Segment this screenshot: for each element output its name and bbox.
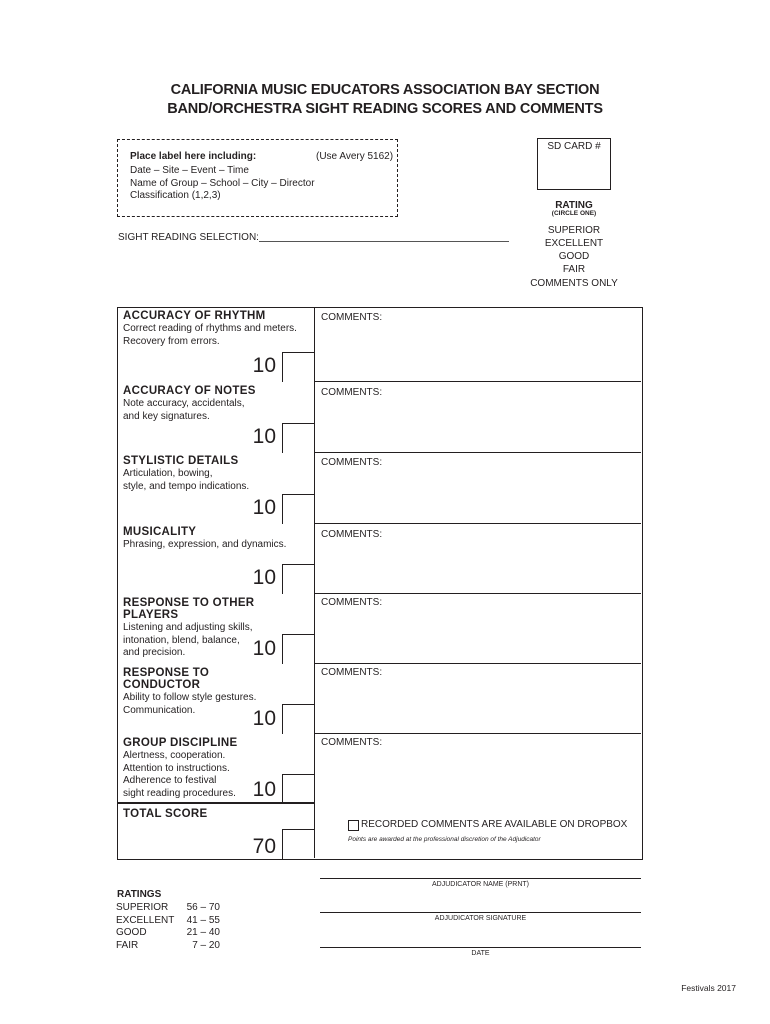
rating-name: FAIR: [116, 939, 139, 951]
category-desc-line: Communication.: [123, 704, 196, 716]
max-points: 10: [252, 637, 276, 660]
rating-name: SUPERIOR: [116, 902, 169, 913]
adjudicator-name-line[interactable]: [320, 878, 641, 879]
max-points: 10: [252, 354, 276, 377]
dropbox-checkbox[interactable]: [348, 820, 359, 831]
rating-option-good[interactable]: GOOD: [558, 251, 590, 262]
total-score-title: TOTAL SCORE: [123, 808, 208, 820]
comments-label: COMMENTS:: [321, 457, 383, 468]
max-points: 10: [252, 566, 276, 589]
ratings-legend-row: [116, 902, 220, 915]
rating-subtitle: (CIRCLE ONE): [551, 210, 597, 217]
category-title-musicality: MUSICALITY: [123, 526, 197, 538]
footer-text: Festivals 2017: [681, 983, 736, 993]
rating-range: 7 – 20: [192, 939, 220, 951]
category-title-notes: ACCURACY OF NOTES: [123, 385, 256, 397]
category-title-discipline: GROUP DISCIPLINE: [123, 737, 238, 749]
rating-option-comments-only[interactable]: COMMENTS ONLY: [530, 278, 618, 289]
adjudicator-signature-label: ADJUDICATOR SIGNATURE: [434, 915, 527, 922]
category-desc-line: style, and tempo indications.: [123, 480, 250, 492]
rating-option-fair[interactable]: FAIR: [562, 264, 586, 275]
category-title-response-conductor: RESPONSE TO CONDUCTOR: [123, 667, 210, 691]
category-desc-line: Ability to follow style gestures.: [123, 692, 257, 703]
score-box-response-players[interactable]: [282, 634, 315, 664]
ratings-legend: [116, 902, 220, 952]
date-line[interactable]: [320, 947, 641, 948]
max-points: 10: [252, 778, 276, 801]
category-desc-line: Correct reading of rhythms and meters.: [123, 323, 297, 334]
category-desc-line: Listening and adjusting skills,: [123, 622, 253, 633]
adjudicator-name-label: ADJUDICATOR NAME (PRNT): [432, 881, 529, 888]
form-title-line1: CALIFORNIA MUSIC EDUCATORS ASSOCIATION BAY SECTION: [170, 82, 600, 98]
score-box-response-conductor[interactable]: [282, 704, 315, 734]
max-points: 10: [252, 425, 276, 448]
category-desc-line: intonation, blend, balance,: [123, 634, 240, 646]
rating-range: 56 – 70: [186, 902, 220, 913]
category-title-stylistic: STYLISTIC DETAILS: [123, 455, 239, 467]
score-box-rhythm[interactable]: [282, 352, 315, 382]
category-desc-line: Articulation, bowing,: [123, 468, 213, 479]
rating-range: 21 – 40: [186, 927, 220, 938]
category-desc-line: Note accuracy, accidentals,: [123, 398, 245, 409]
score-box-stylistic[interactable]: [282, 494, 315, 524]
adjudicator-signature-line[interactable]: [320, 912, 641, 913]
comments-label: COMMENTS:: [321, 597, 383, 608]
comments-label: COMMENTS:: [321, 312, 383, 323]
category-desc-line: sight reading procedures.: [123, 787, 236, 799]
label-box-line-1: Date – Site – Event – Time: [130, 165, 249, 176]
category-desc-line: and key signatures.: [123, 410, 210, 422]
category-desc-line: Phrasing, expression, and dynamics.: [123, 539, 287, 550]
category-desc-line: Alertness, cooperation.: [123, 750, 226, 761]
rating-name: EXCELLENT: [116, 914, 175, 926]
row-divider: [314, 593, 641, 594]
row-divider: [314, 523, 641, 524]
rating-name: GOOD: [116, 927, 147, 938]
sd-card-label: SD CARD #: [547, 141, 601, 152]
ratings-legend-row: [116, 927, 220, 940]
label-box-line-3: Classification (1,2,3): [130, 190, 221, 201]
max-points: 10: [252, 707, 276, 730]
category-title-rhythm: ACCURACY OF RHYTHM: [123, 310, 266, 322]
ratings-legend-row: [116, 915, 220, 928]
category-desc-line: and precision.: [123, 647, 186, 658]
rating-option-superior[interactable]: SUPERIOR: [547, 225, 601, 236]
total-max-points: 70: [252, 835, 276, 858]
ratings-legend-row: [116, 940, 220, 953]
adjudicator-note: Points are awarded at the professional discretion of the Adjudicator: [348, 836, 541, 843]
row-divider: [314, 381, 641, 382]
form-title-line2: BAND/ORCHESTRA SIGHT READING SCORES AND COMMENTS: [167, 101, 603, 117]
label-box-line-2: Name of Group – School – City – Director: [130, 177, 315, 189]
rating-title: RATING: [555, 200, 593, 211]
comments-label: COMMENTS:: [321, 529, 383, 540]
sight-reading-label: SIGHT READING SELECTION:: [118, 232, 259, 243]
sight-reading-input-line[interactable]: [259, 241, 509, 242]
score-box-discipline[interactable]: [282, 774, 315, 803]
max-points: 10: [252, 496, 276, 519]
dropbox-label: RECORDED COMMENTS ARE AVAILABLE ON DROPBOX: [361, 819, 628, 830]
total-score-box[interactable]: [282, 829, 315, 859]
rating-range: 41 – 55: [186, 914, 220, 926]
date-label: DATE: [471, 950, 490, 957]
comments-label: COMMENTS:: [321, 387, 383, 398]
comments-label: COMMENTS:: [321, 667, 383, 678]
score-box-notes[interactable]: [282, 423, 315, 453]
row-divider: [314, 733, 641, 734]
row-divider: [314, 663, 641, 664]
category-desc-line: Adherence to festival: [123, 775, 217, 786]
ratings-legend-title: RATINGS: [117, 889, 162, 900]
avery-note: (Use Avery 5162): [316, 151, 394, 162]
label-box-heading: Place label here including:: [130, 151, 257, 162]
category-desc-line: Attention to instructions.: [123, 762, 230, 774]
comments-label: COMMENTS:: [321, 737, 383, 748]
row-divider: [314, 452, 641, 453]
category-desc-line: Recovery from errors.: [123, 335, 220, 347]
rating-option-excellent[interactable]: EXCELLENT: [544, 238, 604, 249]
score-box-musicality[interactable]: [282, 564, 315, 594]
category-title-response-players: RESPONSE TO OTHER PLAYERS: [123, 597, 255, 621]
